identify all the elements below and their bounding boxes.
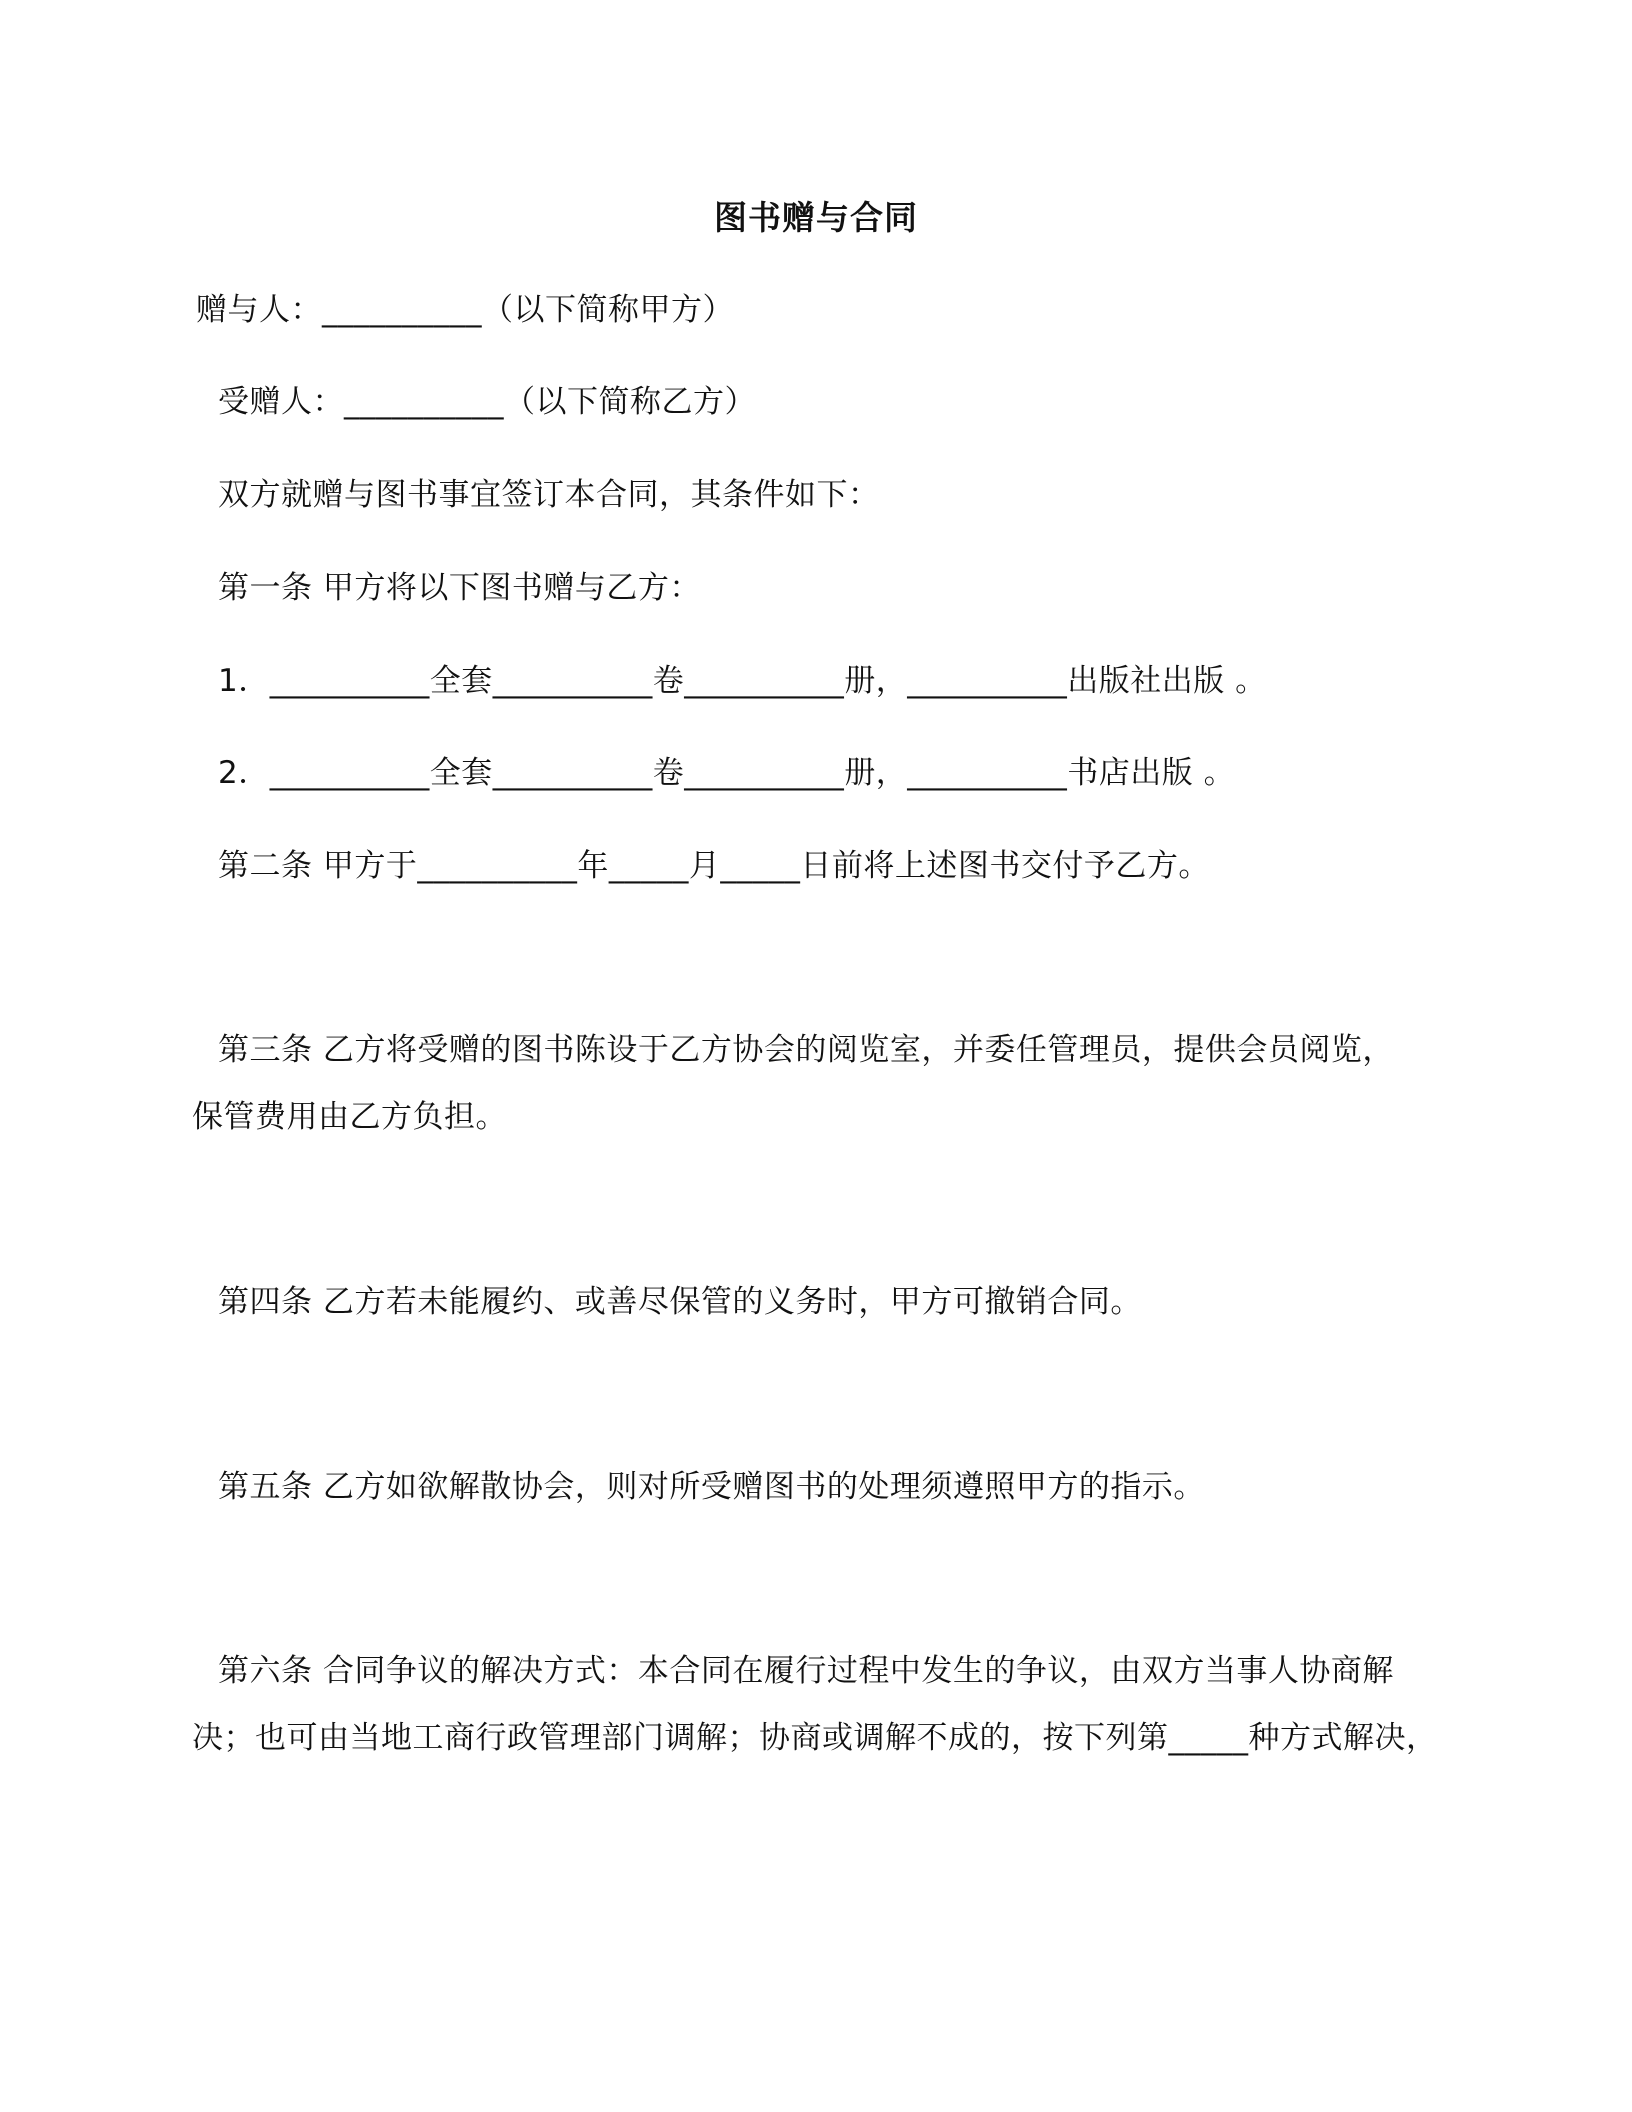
article-6-line: 第六条 合同争议的解决方式：本合同在履行过程中发生的争议，由双方当事人协商解 — [218, 1653, 1394, 1689]
article-1-line: 第一条 甲方将以下图书赠与乙方： — [218, 570, 701, 606]
article-5-line: 第五条 乙方如欲解散协会，则对所受赠图书的处理须遵照甲方的指示。 — [218, 1469, 1205, 1505]
donor-line: 赠与人：__________（以下简称甲方） — [196, 292, 734, 328]
document-title: 图书赠与合同 — [714, 198, 918, 237]
article-2-line: 第二条 甲方于__________年_____月_____日前将上述图书交付予乙方。 — [218, 848, 1210, 884]
article-6-line-2: 决；也可由当地工商行政管理部门调解；协商或调解不成的，按下列第_____种方式解决， — [192, 1720, 1438, 1756]
item-2-line: 2．__________全套__________卷__________册，__________书店出版 。 — [218, 755, 1236, 791]
item-1-line: 1．__________全套__________卷__________册，__________出版社出版 。 — [218, 663, 1267, 699]
intro-line: 双方就赠与图书事宜签订本合同，其条件如下： — [218, 477, 880, 513]
article-3-line-2: 保管费用由乙方负担。 — [192, 1099, 507, 1135]
recipient-line: 受赠人：__________（以下简称乙方） — [218, 384, 756, 420]
article-4-line: 第四条 乙方若未能履约、或善尽保管的义务时，甲方可撤销合同。 — [218, 1284, 1142, 1320]
article-3-line: 第三条 乙方将受赠的图书陈设于乙方协会的阅览室，并委任管理员，提供会员阅览， — [218, 1032, 1394, 1068]
